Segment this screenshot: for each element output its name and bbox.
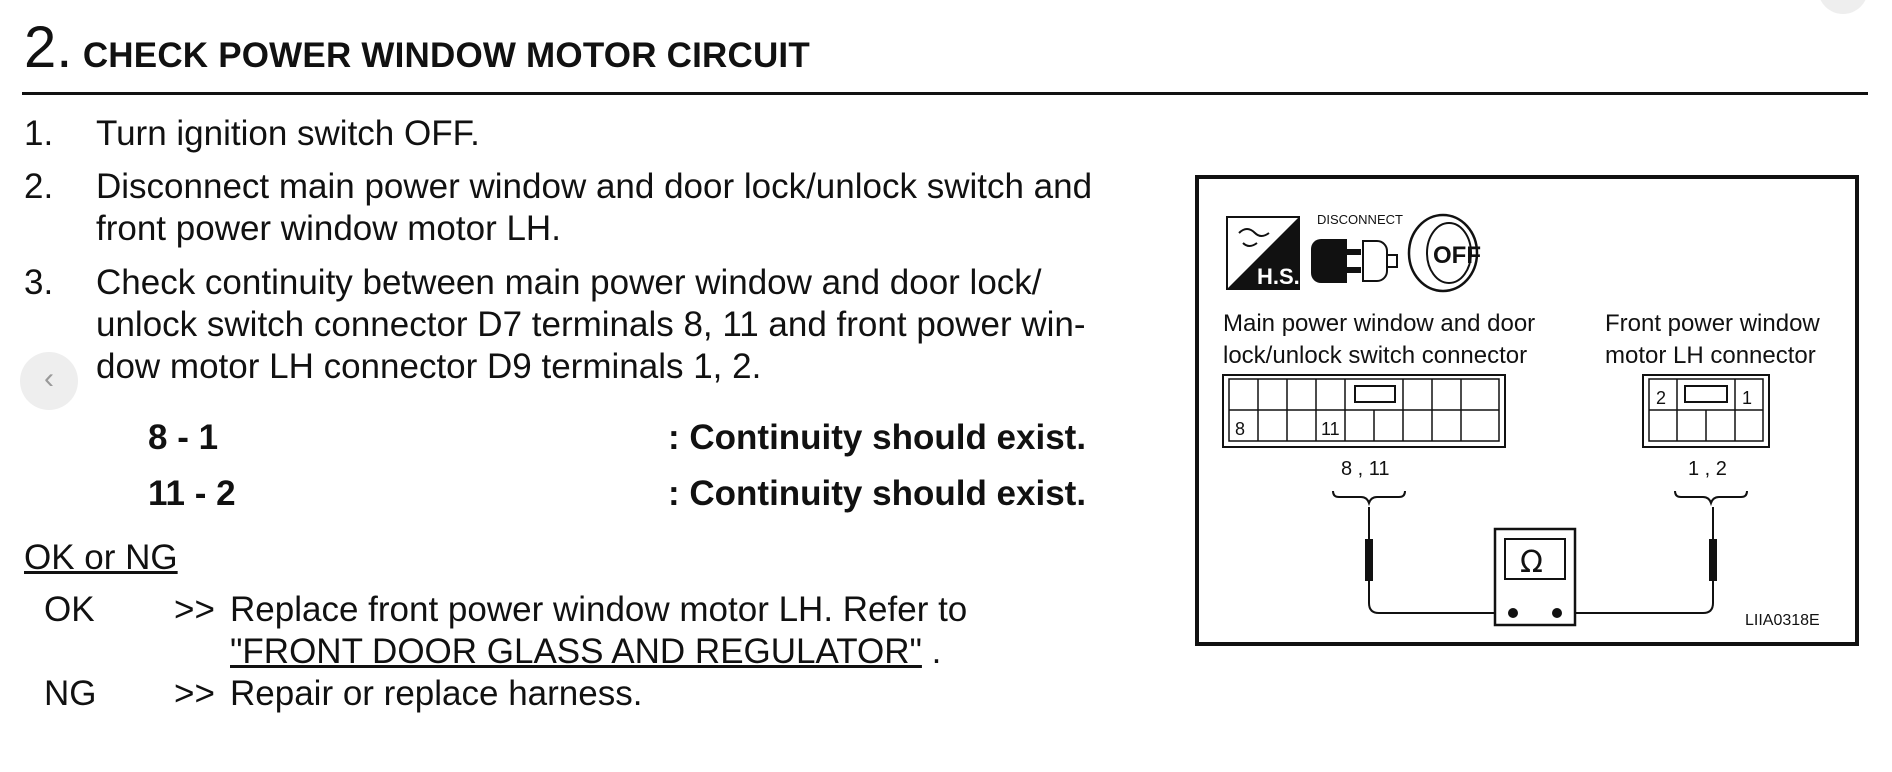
step-3-line-1: Check continuity between main power window and door lock/ — [96, 263, 1042, 302]
spec-terminals: 8 - 1 — [148, 418, 219, 457]
ignition-off-icon — [1409, 215, 1481, 291]
ok-reference — [230, 632, 941, 672]
step-1-line-1: Turn ignition switch OFF. — [96, 114, 480, 153]
ng-arrow: >> — [174, 674, 215, 713]
heading-rule — [22, 92, 1868, 95]
spec-result: : Continuity should exist. — [668, 474, 1087, 513]
switch-connector-d7 — [1223, 375, 1505, 447]
step-3-number: 3. — [24, 263, 54, 302]
ohmmeter — [1495, 529, 1575, 625]
step-2-line-1: Disconnect main power window and door lock/unlock switch and — [96, 167, 1093, 206]
motor-connector-d9 — [1643, 375, 1769, 447]
off-text: OFF — [1433, 242, 1481, 269]
previous-page-button[interactable] — [20, 352, 78, 410]
step-2-text — [96, 166, 1170, 250]
disconnect-text: DISCONNECT — [1317, 212, 1403, 227]
heading-number: 2. — [24, 15, 73, 80]
left-probe-label: 8 , 11 — [1341, 458, 1390, 480]
chevron-left-icon: ‹ — [44, 362, 54, 395]
pin-11: 11 — [1321, 419, 1340, 439]
heading-title: CHECK POWER WINDOW MOTOR CIRCUIT — [82, 36, 810, 75]
ng-label: NG — [44, 674, 97, 713]
ok-or-ng-heading: OK or NG — [24, 538, 178, 577]
right-connector-label-1: Front power window — [1605, 310, 1820, 337]
reference-period: . — [931, 632, 942, 671]
right-probe-label: 1 , 2 — [1688, 458, 1727, 480]
reference-link[interactable]: "FRONT DOOR GLASS AND REGULATOR" — [230, 632, 922, 671]
hs-text: H.S. — [1257, 264, 1300, 289]
step-3-text — [96, 262, 1170, 388]
figure-id: LIIA0318E — [1745, 612, 1820, 629]
step-1-text — [96, 113, 1170, 155]
corner-button[interactable] — [1818, 0, 1868, 14]
ng-action-text: Repair or replace harness. — [230, 674, 643, 713]
ohm-icon: Ω — [1520, 545, 1543, 580]
step-3-line-2: unlock switch connector D7 terminals 8, 11 and front power win- — [96, 305, 1086, 344]
left-connector-label-2: lock/unlock switch connector — [1223, 342, 1528, 369]
pin-1: 1 — [1742, 388, 1753, 408]
left-connector-label-1: Main power window and door — [1223, 310, 1536, 337]
continuity-diagram — [1195, 175, 1859, 646]
disconnect-icon — [1311, 212, 1403, 283]
right-connector-label-2: motor LH connector — [1605, 342, 1816, 369]
ok-label: OK — [44, 590, 95, 629]
section-heading — [24, 14, 810, 81]
right-probe — [1563, 507, 1717, 613]
pin-8: 8 — [1235, 419, 1246, 439]
step-2-number: 2. — [24, 167, 54, 206]
hand-symbol-icon — [1227, 217, 1300, 289]
left-probe — [1365, 507, 1507, 613]
step-2-line-2: front power window motor LH. — [96, 209, 561, 248]
ok-action-text: Replace front power window motor LH. Refer to — [230, 590, 968, 629]
step-3-line-3: dow motor LH connector D9 terminals 1, 2. — [96, 347, 762, 386]
ok-arrow: >> — [174, 590, 215, 629]
spec-result: : Continuity should exist. — [668, 418, 1087, 457]
pin-2: 2 — [1656, 388, 1667, 408]
spec-terminals: 11 - 2 — [148, 474, 236, 513]
step-1-number: 1. — [24, 114, 54, 153]
